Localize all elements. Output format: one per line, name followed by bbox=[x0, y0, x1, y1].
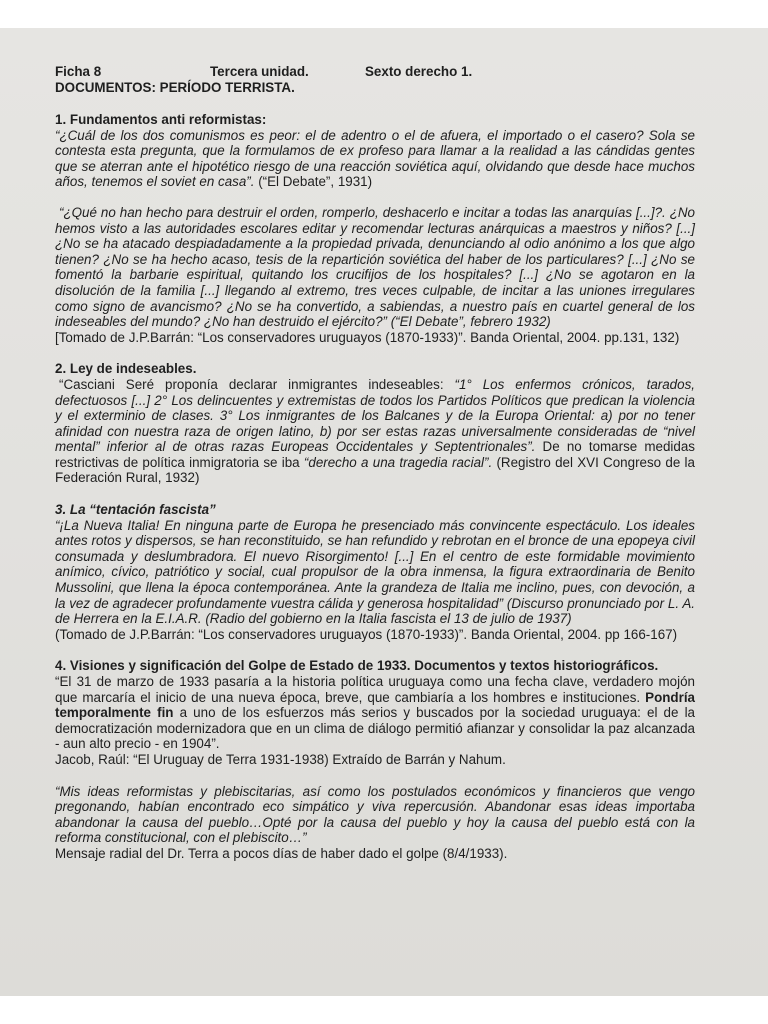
section-1-quote-1 bbox=[55, 128, 695, 190]
document-content bbox=[55, 64, 695, 862]
section-4-p1-text-a: “El 31 de marzo de 1933 pasaría a la historia política uruguaya como una fecha clave, verdadero mojón que marcaría el inicio de una nueva época, breve, que cambiaría a los hombres e instituciones. bbox=[55, 674, 695, 705]
section-3-quote: “¡La Nueva Italia! En ninguna parte de Europa he presenciado más convincente espectáculo. Los ideales antes rotos y dispersos, se han reconstituido, se han refundido y rebrotan en el bronce de una epopeya civil consumada y deslumbradora. El nuevo Risorgimento! [...] En el centro de este formidable movimiento anímico, cívico, patriótico y social, cual propulsor de la obra inmensa, la figura extraordinaria de Benito Mussolini, que llena la época contemporánea. Ante la grandeza de Italia me inclino, pues, con devoción, a la vez de agradecer profundamente vuestra cálida y generosa hospitalidad” (Discurso pronunciado por L. A. de Herrera en la E.I.A.R. (Radio del gobierno en la Italia fascista el 13 de julio de 1937) bbox=[55, 517, 695, 627]
section-2-text: De no tomarse medidas restrictivas de política inmigratoria se iba bbox=[55, 439, 695, 470]
section-1-quote-1-source: (“El Debate”, 1931) bbox=[254, 174, 373, 190]
section-4-title: 4. Visiones y significación del Golpe de Estado de 1933. Documentos y textos historiográficos. bbox=[55, 658, 659, 674]
header-unidad: Tercera unidad. bbox=[210, 64, 309, 79]
section-2-title: 2. Ley de indeseables. bbox=[55, 361, 197, 377]
section-1-quote-2: “¿Qué no han hecho para destruir el orden, romperlo, deshacerlo e incitar a todas las anarquías [...]?. ¿No hemos visto a las autoridades escolares editar y recomendar lecturas anárquicas a maestros y niños? [...] ¿No se ha atacado despiadadamente a la propiedad privada, denunciando al odio anónimo a los que algo tienen? ¿No se ha hecho acaso, tesis de la repartición soviética del haber de los particulares? [...] ¿No se fomentó la barbarie espiritual, quitando los crucifijos de los hospitales? [...] ¿No se agotaron en la disolución de la familia [...] llegando al extremo, tres veces culpable, de incitar a las uniones irregulares como signo de avancismo? ¿No se ha convertido, a sabiendas, a nuestro país en cuartel general de los indeseables del mundo? ¿No han destruido el ejército?” (“El Debate”, febrero 1932) bbox=[55, 204, 695, 330]
header-ficha: Ficha 8 bbox=[55, 64, 102, 79]
header-curso: Sexto derecho 1. bbox=[365, 64, 473, 79]
document-title: DOCUMENTOS: PERÍODO TERRISTA. bbox=[55, 80, 295, 95]
section-1-title: 1. Fundamentos anti reformistas: bbox=[55, 112, 267, 127]
section-1-reference: [Tomado de J.P.Barrán: “Los conservadores uruguayos (1870-1933)”. Banda Oriental, 2004. pp.131, 132) bbox=[55, 329, 680, 345]
section-3-title: 3. La “tentación fascista” bbox=[55, 502, 216, 518]
section-2-source: (Registro del XVI Congreso de la Federación Rural, 1932) bbox=[55, 454, 695, 486]
section-2-quote: “1° Los enfermos crónicos, tarados, defectuosos [...] 2° Los delincuentes y extremistas de todos los Partidos Políticos que predican la violencia y el exterminio de clases. 3° Los inmigrantes de los Balcanes y de la Europa Oriental: a) por no tener afinidad con nuestra raza de origen latino, b) por ser estas razas universalmente consideradas de “nivel mental” inferior al de otras razas Europeas Occidentales y Septentrionales”. bbox=[55, 376, 695, 455]
section-2-intro: “Casciani Seré proponía declarar inmigrantes indeseables: bbox=[59, 376, 455, 392]
section-2-quote-end: “derecho a una tragedia racial”. bbox=[303, 454, 493, 470]
section-1-quote-1-text: “¿Cuál de los dos comunismos es peor: el de adentro o el de afuera, el importado o el casero? Sola se contesta esta pregunta, que la formulamos de ex profeso para llamar a la realidad a las cándidas gentes que se aterran ante el hipotético riesgo de una reacción soviética aquí, olvidando que desde hace muchos años, tenemos el soviet en casa”. bbox=[55, 127, 695, 190]
section-4-p1-source: Jacob, Raúl: “El Uruguay de Terra 1931-1938) Extraído de Barrán y Nahum. bbox=[55, 751, 506, 767]
section-4-p1-bold: Pondría temporalmente fin bbox=[55, 689, 695, 721]
section-4-quote-2: “Mis ideas reformistas y plebiscitarias, así como los postulados económicos y financieros que vengo pregonando, habían encontrado eco simpático y viva repercusión. Abandonar esas ideas importaba abandonar la causa del pueblo…Opté por la causa del pueblo y hoy la causa del pueblo está con la reforma constitucional, con el plebiscito…” bbox=[55, 783, 695, 846]
section-2-paragraph bbox=[55, 377, 695, 486]
header-row bbox=[55, 64, 695, 80]
section-3-reference: (Tomado de J.P.Barrán: “Los conservadores uruguayos (1870-1933)”. Banda Oriental, 2004. pp 166-167) bbox=[55, 626, 678, 642]
document-sheet bbox=[0, 28, 768, 996]
section-4-p1-text-b: a uno de los esfuerzos más serios y buscados por la sociedad uruguaya: el de la democratización modernizadora que en un clima de diálogo permitió afianzar y consolidar la paz alcanzada - aun alto precio - en 1904”. bbox=[55, 705, 696, 752]
section-4-paragraph-1 bbox=[55, 674, 695, 752]
section-4-quote-2-source: Mensaje radial del Dr. Terra a pocos días de haber dado el golpe (8/4/1933). bbox=[55, 845, 508, 861]
